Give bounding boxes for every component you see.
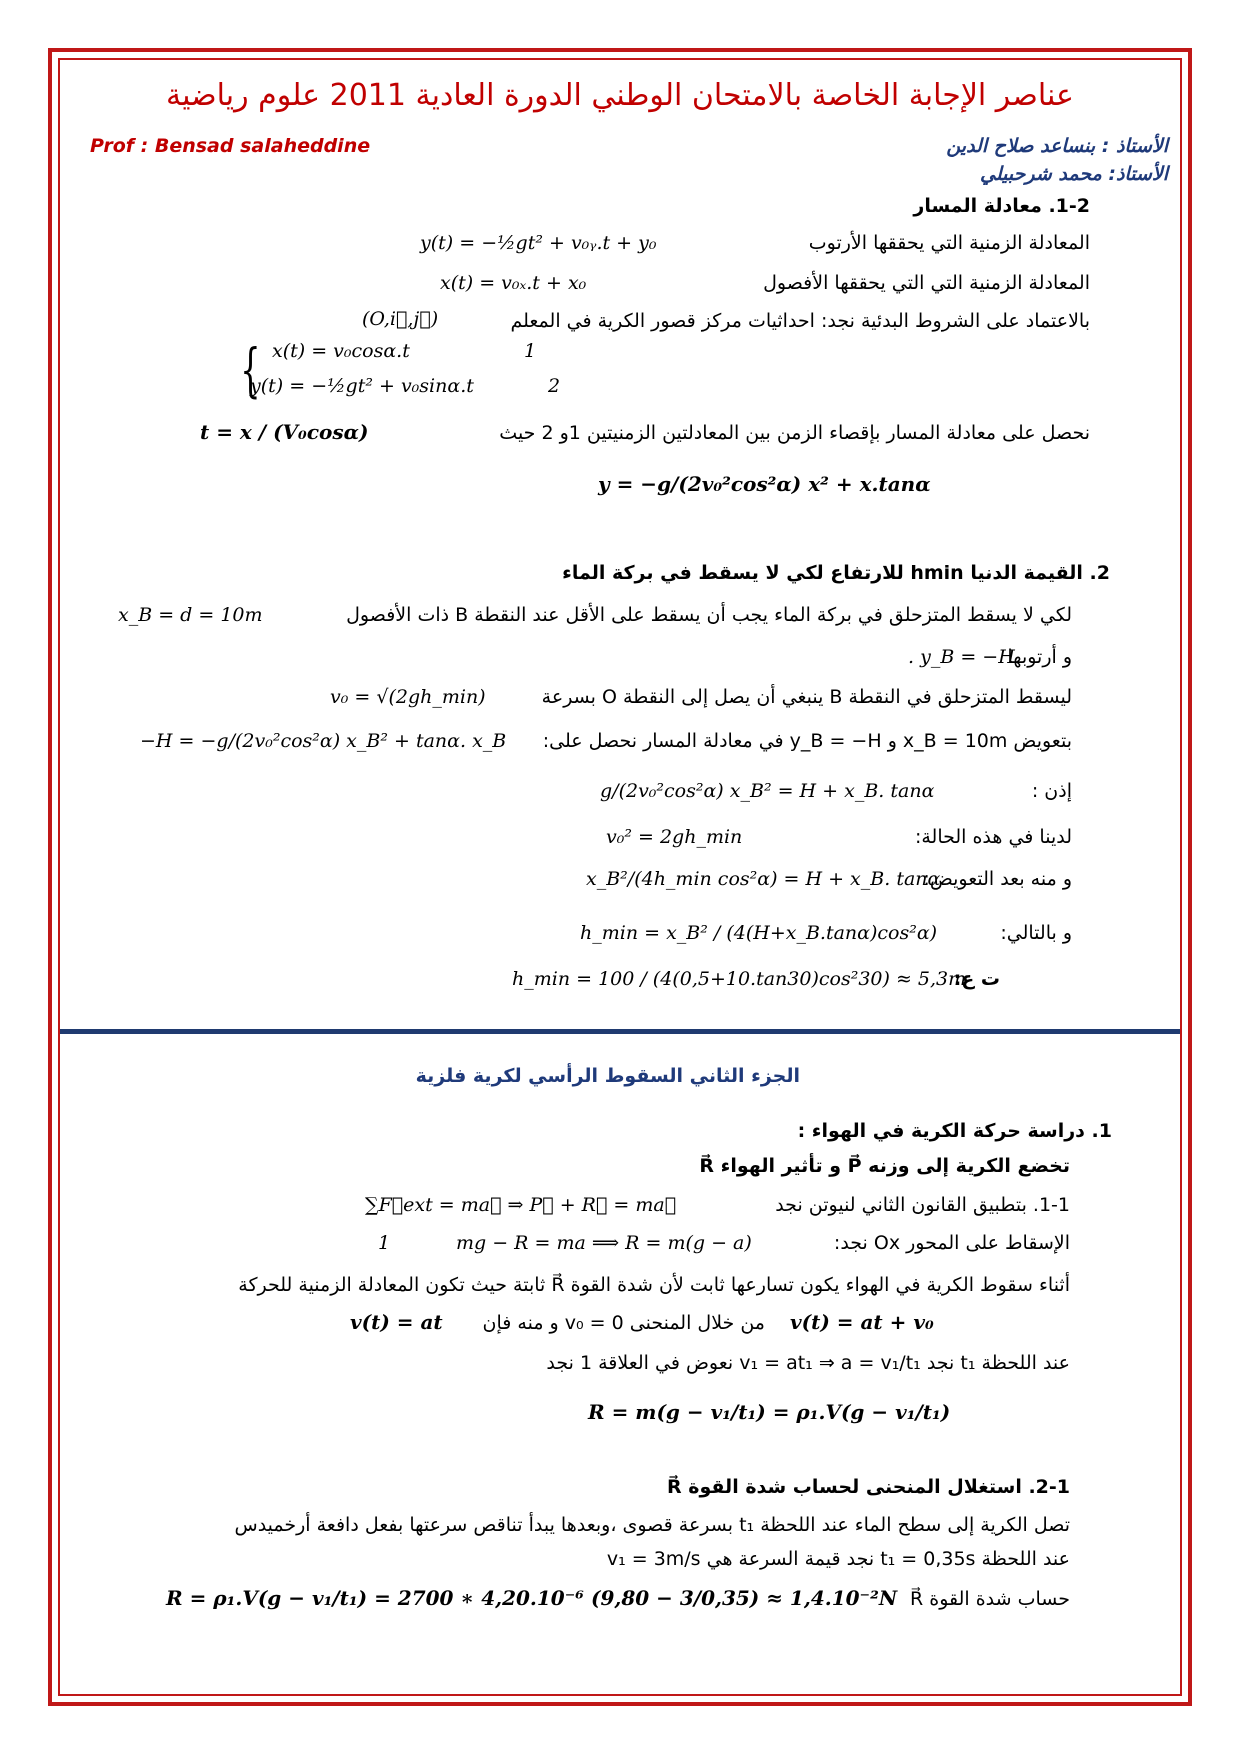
section-heading-hmin: 2. القيمة الدنيا hmin للارتفاع لكي لا يسقط في بركة الماء: [562, 562, 1110, 584]
author-arabic-2: الأستاذ: محمد شرحبيلي: [980, 163, 1168, 185]
equation-number: 1: [524, 340, 537, 362]
system-brace: {: [240, 336, 261, 404]
text-line: عند اللحظة t₁ = 0,35s نجد قيمة السرعة هي v₁ = 3m/s: [606, 1548, 1070, 1570]
text-line: تصل الكرية إلى سطح الماء عند اللحظة t₁ بسرعة قصوى ،وبعدها يبدأ تناقص سرعتها بفعل دافعة أرخميدس: [234, 1514, 1070, 1536]
equation: h_min = 100 / (4(0,5+10.tan30)cos²30) ≈ 5,3m: [512, 968, 967, 990]
equation: x(t) = v₀ₓ.t + x₀: [440, 272, 587, 294]
trajectory-equation: y = −g/(2v₀²cos²α) x² + x.tanα: [598, 472, 931, 496]
equation: h_min = x_B² / (4(H+x_B.tanα)cos²α): [580, 922, 938, 944]
text-line: ت ع:: [953, 968, 1000, 990]
equation: mg − R = ma ⟹ R = m(g − a): [456, 1232, 752, 1254]
equation: g/(2v₀²cos²α) x_B² = H + x_B. tanα: [600, 780, 935, 802]
text-line: و بالتالي:: [1000, 922, 1072, 944]
equation-number: 1: [378, 1232, 391, 1254]
equation: x(t) = v₀cosα.t: [272, 340, 410, 362]
section-separator: [60, 1029, 1180, 1034]
text-line: 1-1. بتطبيق القانون الثاني لنيوتن نجد: [775, 1194, 1070, 1216]
equation: . y_B = −H: [908, 646, 1015, 668]
text-line: من خلال المنحنى v₀ = 0 و منه فإن: [482, 1312, 765, 1334]
text-line: المعادلة الزمنية التي يحققها الأرتوب: [808, 232, 1090, 254]
equation: x_B = d = 10m: [118, 604, 263, 626]
equation: t = x / (V₀cosα): [200, 420, 369, 444]
text-line: بالاعتماد على الشروط البدئية نجد: احداثيات مركز قصور الكرية في المعلم: [510, 310, 1090, 332]
text-line: عند اللحظة t₁ نجد v₁ = at₁ ⇒ a = v₁/t₁ نعوض في العلاقة 1 نجد: [546, 1352, 1070, 1374]
equation: v(t) = at: [350, 1310, 443, 1334]
author-latin: Prof : Bensad salaheddine: [90, 135, 371, 157]
equation-number: 2: [548, 375, 561, 397]
part-two-title: الجزء الثاني السقوط الرأسي لكرية فلزية: [415, 1065, 800, 1087]
equation: ∑F⃗ext = ma⃗ ⇒ P⃗ + R⃗ = ma⃗: [365, 1194, 677, 1216]
text-line: بتعويض x_B = 10m و y_B = −H في معادلة المسار نحصل على:: [542, 730, 1072, 752]
equation: v₀ = √(2gh_min): [330, 686, 486, 708]
equation: −H = −g/(2v₀²cos²α) x_B² + tanα. x_B: [140, 730, 507, 752]
equation: y(t) = −½gt² + v₀sinα.t: [250, 375, 474, 397]
text-line: إذن :: [1031, 780, 1072, 802]
text-line: حساب شدة القوة R⃗: [910, 1588, 1070, 1610]
final-result-equation: R = ρ₁.V(g − v₁/t₁) = 2700 ∗ 4,20.10⁻⁶ (9,80 − 3/0,35) ≈ 1,4.10⁻²N: [166, 1586, 898, 1610]
equation: R = m(g − v₁/t₁) = ρ₁.V(g − v₁/t₁): [588, 1400, 951, 1424]
equation: v(t) = at + v₀: [790, 1310, 934, 1334]
equation: (O,i⃗,j⃗): [362, 308, 439, 330]
text-line: لكي لا يسقط المتزحلق في بركة الماء يجب أن يسقط على الأقل عند النقطة B ذات الأفصول: [346, 604, 1072, 626]
text-line: و أرتوبها: [1007, 646, 1072, 668]
text-line: تخضع الكرية إلى وزنه P⃗ و تأثير الهواء R⃗: [699, 1155, 1070, 1177]
text-line: الإسقاط على المحور Ox نجد:: [833, 1232, 1070, 1254]
text-line: ليسقط المتزحلق في النقطة B ينبغي أن يصل إلى النقطة O بسرعة: [541, 686, 1072, 708]
text-line: لدينا في هذه الحالة:: [914, 826, 1072, 848]
equation: y(t) = −½gt² + v₀ᵧ.t + y₀: [420, 232, 657, 254]
section-heading-trajectory: 1-2. معادلة المسار: [913, 195, 1090, 217]
equation: v₀² = 2gh_min: [606, 826, 743, 848]
text-line: نحصل على معادلة المسار بإقصاء الزمن بين المعادلتين الزمنيتين 1و 2 حيث: [499, 422, 1090, 444]
text-line: و منه بعد التعويض:: [923, 868, 1072, 890]
page-title: عناصر الإجابة الخاصة بالامتحان الوطني الدورة العادية 2011 علوم رياضية: [166, 78, 1074, 113]
text-line: أثناء سقوط الكرية في الهواء يكون تسارعها ثابت لأن شدة القوة R⃗ ثابتة حيث تكون المعادلة الزمنية للحركة: [238, 1274, 1070, 1296]
equation: x_B²/(4h_min cos²α) = H + x_B. tanα: [586, 868, 941, 890]
section-heading-force: 2-1. استغلال المنحنى لحساب شدة القوة R⃗: [667, 1476, 1070, 1498]
section-heading-motion: 1. دراسة حركة الكرية في الهواء :: [797, 1120, 1112, 1142]
author-arabic-1: الأستاذ : بنساعد صلاح الدين: [946, 135, 1168, 157]
text-line: المعادلة الزمنية التي التي يحققها الأفصول: [763, 272, 1090, 294]
